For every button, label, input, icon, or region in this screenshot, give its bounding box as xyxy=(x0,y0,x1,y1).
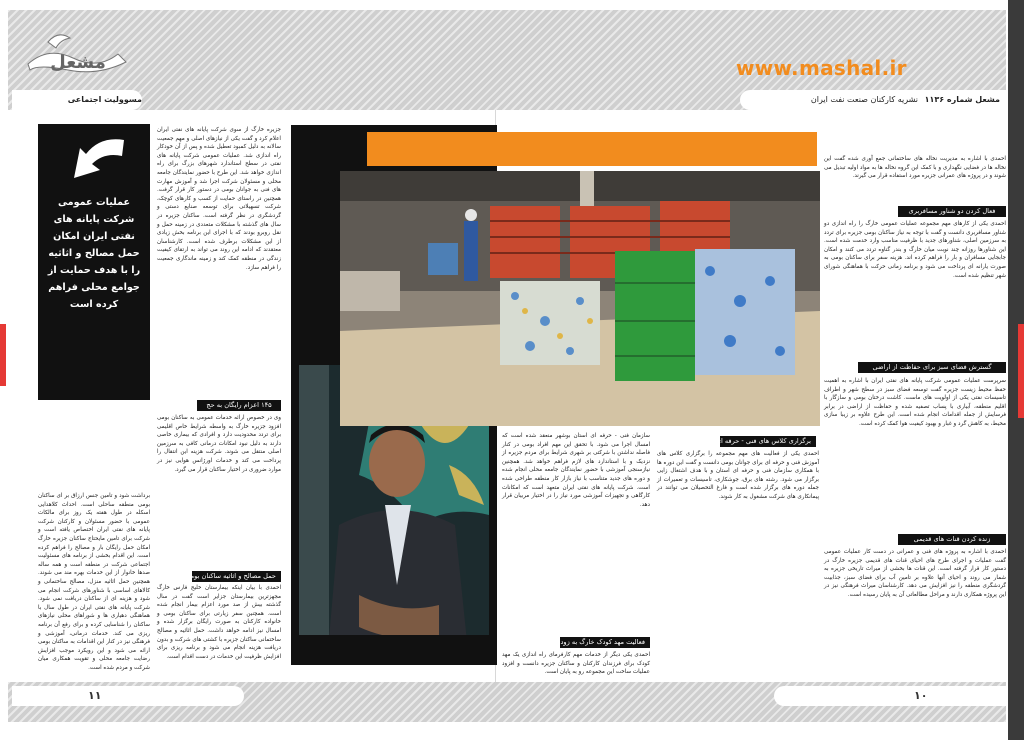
right-col-b: احمدی یکی از کارهای مهم مجموعه عملیات عمومی خارگ را راه اندازی دو شناور مسافربری دانست و گفت با توجه به نیاز ساکنان بومی جزیره برای تردد به سرزمین اصلی، شناورهای جدید با ظرفیت مناسب وارد خدمت شده است. این شناورها روزانه چند نوبت میان خارگ و بندر گناوه تردد می کنند و امکان جابجایی مسافران و بار را فراهم کرده اند. هزینه سفر برای ساکنان بومی به صورت یارانه ای پرداخت می شود و برنامه زمانی حرکت با هماهنگی شورای شهر تنظیم شده است. xyxy=(824,221,1006,279)
right-col-a: احمدی با اشاره به مدیریت نخاله های ساختمانی جمع آوری شده گفت این نخاله ها در فضایی نگهداری و با کمک این گروه نخاله ها به مواد اولیه تبدیل می شوند و در پروژه های عمرانی جزیره مورد استفاده قرار می گیرند. xyxy=(824,156,1006,180)
heading-hajj: ۱۴۵ اعزام رایگان به حج xyxy=(197,400,281,411)
mashal-logo xyxy=(18,24,138,84)
publication-name: نشریه کارکنان صنعت نفت ایران xyxy=(810,95,918,104)
orange-title-bar xyxy=(367,132,817,166)
right-col-g: احمدی یکی دیگر از خدمات مهم کارفرمای راه اندازی یک مهد کودک برای فرزندان کارکنان و ساکنان جزیره دانست و افزود عملیات ساخت این مجموعه رو به پایان است. xyxy=(502,652,650,676)
page-number-right: ۱۰ xyxy=(914,689,928,702)
left-col-b: جزیره خارگ از سوی شرکت پایانه های نفتی ایران اعلام کرد و گفت یکی از نیازهای اصلی و مهم جمعیت سالانه به دلیل کمبود تعطیل شده و پس از آن خودکار راه اندازی شد. عملیات عمومی شرکت پایانه های نفتی در سطح استاندارد شهرهای بزرگ برای راه اندازی خواهد شد. این طرح با حضور نمایندگان جامعه محلی و مسئولان شرکت اجرا شد و آموزش مهارت های فنی به جوانان بومی در دستور کار قرار گرفت. همچنین در راستای حمایت از کسب و کارهای کوچک، شرکت تسهیلاتی برای توسعه صنایع دستی و گردشگری در نظر گرفته است. ساکنان جزیره در سال های گذشته با مشکلات متعددی در زمینه حمل و نقل روبرو بودند که با اجرای این برنامه بخش زیادی از این مشکلات برطرف شده است. کارشناسان معتقدند که ادامه این روند می تواند به ارتقای کیفیت زندگی در منطقه کمک کند و زمینه ماندگاری جمعیت را فراهم سازد. xyxy=(157,127,281,271)
left-col-b3: احمدی با بیان اینکه بیمارستان خلیج فارس خارگ مجهزترین بیمارستان جزایر است گفت در سال گذشته بیش از صد مورد اعزام بیمار انجام شده است. همچنین سفر زیارتی برای ساکنان بومی و خانواده کارکنان به صورت رایگان برگزار شده و امسال نیز ادامه خواهد داشت. حمل اثاثیه و مصالح ساختمانی ساکنان جزیره با کشتی های شرکت و بدون دریافت هزینه انجام می شود و برنامه ریزی برای افزایش ظرفیت این خدمات در دست اقدام است. xyxy=(157,585,281,660)
pull-quote-box xyxy=(38,124,150,400)
footer-tab-right xyxy=(774,686,1006,706)
pull-quote-text: عملیات عمومی شرکت پایانه های نفتی ایران امکان حمل مصالح و اثاثیه را با هدف حمایت از جوامع محلی فراهم کرده است xyxy=(47,197,141,310)
left-section-tab xyxy=(12,90,142,110)
issue-tab xyxy=(740,90,1006,110)
left-col-b2: وی در خصوص ارائه خدمات عمومی به ساکنان بومی افزود جزیره خارگ به واسطه شرایط خاص اقلیمی برای تردد محدودیت دارد و افرادی که بیماری خاصی دارند به دلیل نبود امکانات درمانی کافی به سرزمین اصلی منتقل می شوند. شرکت هزینه این انتقال را پرداخت می کند و خدمات اورژانس هوایی نیز در موارد ضروری در اختیار ساکنان قرار می گیرد. xyxy=(157,415,281,473)
heading-ferries: فعال کردن دو شناور مسافربری xyxy=(898,206,1006,217)
heading-green-space: گسترش فضای سبز برای حفاظت از اراضی xyxy=(858,362,1006,373)
edge-marker-right-top xyxy=(1018,324,1024,418)
website-url: www.mashal.ir xyxy=(736,56,907,80)
edge-marker-left xyxy=(0,324,6,386)
page-number-left: ۱۱ xyxy=(88,689,102,702)
section-label: مسوولیت اجتماعی xyxy=(67,95,142,104)
svg-text:مشعل: مشعل xyxy=(50,52,106,73)
curved-arrow-icon xyxy=(60,132,130,190)
right-col-f: سازمان فنی - حرفه ای استان بوشهر منعقد شده است که امسال اجرا می شود. با تحقق این مهم افراد بومی در کنار فاصله نداشتن با شرکتی بر شهری شرایط برای مردم جزیره از نزدیک و با استاندارد های لازم فراهم خواهد شد. همچنین نیازسنجی آموزشی با حضور نمایندگان جامعه محلی انجام شده و دوره های جدید متناسب با نیاز بازار کار منطقه طراحی شده است. شرکت پایانه های نفتی ایران متعهد است که امکانات کارگاهی و تجهیزات آموزشی مورد نیاز را در اختیار مربیان قرار دهد. xyxy=(502,433,650,508)
heading-furniture: حمل مصالح و اثاثیه ساکنان بومی xyxy=(192,571,281,582)
right-col-c: سرپرست عملیات عمومی شرکت پایانه های نفتی ایران با اشاره به اهمیت حفظ محیط زیست جزیره گفت توسعه فضای سبز در سطح شهر و اطراف تاسیسات نفتی یکی از اولویت های ماست. کاشت درختان بومی و سازگار با اقلیم منطقه، آبیاری با پساب تصفیه شده و حفاظت از اراضی در برابر فرسایش از جمله اقدامات انجام شده است. این طرح علاوه بر زیبا سازی محیط، به کاهش گرد و غبار و بهبود کیفیت هوا کمک کرده است. xyxy=(824,378,1006,427)
left-col-a: برداشت شود و تامین جنس ارزاق بر ای ساکنان بومی منطقه ساحلی است. احداث کلاهدایی اسکله در طول هفته یک روز برای مالکات عمومی با حضور مسئولان و کارکنان شرکت پایانه های نفتی ایران اختصاص یافته است و شرکت برای تامین مایحتاج ساکنان جزیره خارگ امکان حمل رایگان بار و مصالح را فراهم کرده است. این اقدام بخشی از برنامه های مسئولیت اجتماعی شرکت در منطقه است و همه ساله صدها خانوار از این خدمات بهره مند می شوند. همچنین حمل اثاثیه منزل، مصالح ساختمانی و کالاهای اساسی با شناورهای شرکت انجام می شود و هزینه ای از ساکنان دریافت نمی شود. شرکت پایانه های نفتی ایران در طول سال با هماهنگی دهیاری ها و شوراهای محلی نیازهای ساکنان را شناسایی کرده و برای رفع آن برنامه ریزی می کند. خدمات درمانی، آموزشی و فرهنگی نیز در کنار این اقدامات به ساکنان بومی ارائه می شود و این رویکرد موجب افزایش رضایت جامعه محلی و تقویت همکاری میان شرکت و مردم شده است. xyxy=(38,493,150,671)
right-col-d: احمدی با اشاره به پروژه های فنی و عمرانی در دست کار عملیات عمومی گفت عملیات و اجرای طرح های احیای قنات های قدیمی جزیره خارگ در دستور کار قرار گرفته است. این قنات ها بخشی از میراث تاریخی جزیره به شمار می روند و احیای آنها علاوه بر تامین آب برای فضای سبز، جذابیت گردشگری منطقه را نیز افزایش می دهد. کارشناسان میراث فرهنگی نیز در این پروژه همکاری دارند و مراحل مطالعاتی آن به پایان رسیده است. xyxy=(824,549,1006,598)
issue-number: مشعل شماره ۱۱۳۶ xyxy=(924,95,1000,104)
right-col-e: احمدی یکی از فعالیت های مهم مجموعه را برگزاری کلاس های آموزش فنی و حرفه ای برای جوانان بومی دانست و گفت این دوره ها با همکاری سازمان فنی و حرفه ای استان و با هدف اشتغال زایی برگزار می شود. رشته های برق، جوشکاری، تاسیسات و تعمیرات از جمله دوره های برگزار شده است و فارغ التحصیلان می توانند در پیمانکاری های شرکت مشغول به کار شوند. xyxy=(657,451,819,500)
heading-kindergarten: فعالیت مهد کودک خارگ به زودی xyxy=(560,637,650,648)
heading-qanats: زنده کردن قنات های قدیمی xyxy=(898,534,1006,545)
recycling-photo xyxy=(340,171,820,426)
footer-tab-left xyxy=(12,686,244,706)
heading-vocational: برگزاری کلاس های فنی - حرفه ای xyxy=(720,436,816,447)
